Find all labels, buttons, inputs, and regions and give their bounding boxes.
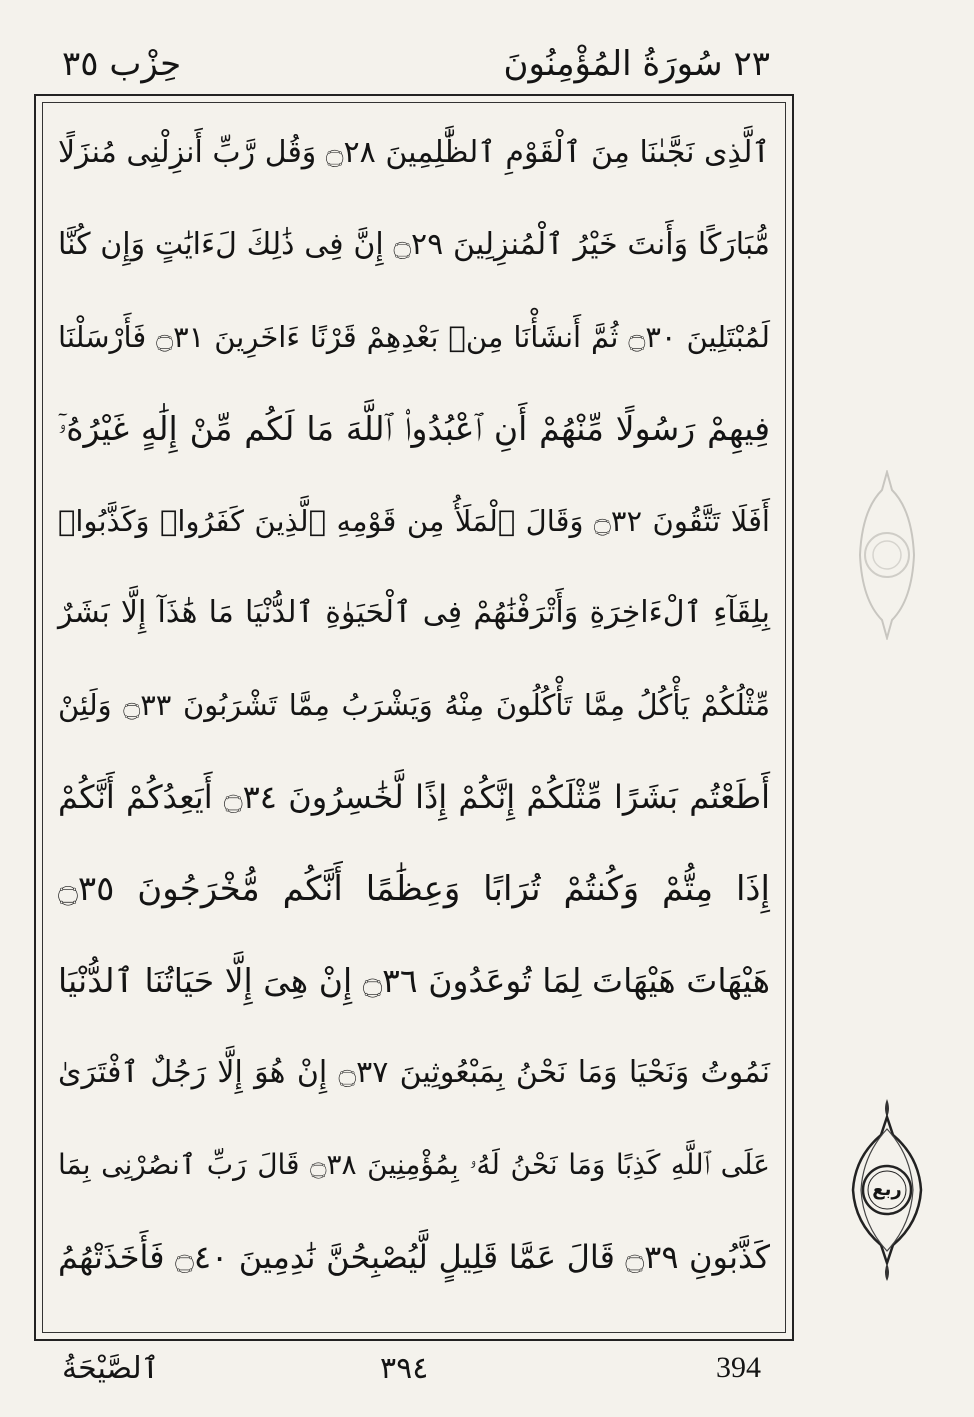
text-line-3: لَمُبْتَلِينَ ۝٣٠ ثُمَّ أَنشَأْنَا مِنۢ بَعْدِهِمْ قَرْنًا ءَاخَرِينَ ۝٣١ فَأَرْسَلْنَا xyxy=(58,320,770,354)
text-line-13: كَذَّبُونِ ۝٣٩ قَالَ عَمَّا قَلِيلٍ لَّيُصْبِحُنَّ نَٰدِمِينَ ۝٤٠ فَأَخَذَتْهُمُ xyxy=(58,1238,771,1276)
rub-marker xyxy=(822,1095,952,1285)
page-number-arabic: ٣٩٤ xyxy=(380,1351,429,1386)
page-footer xyxy=(0,1345,974,1405)
text-line-11: نَمُوتُ وَنَحْيَا وَمَا نَحْنُ بِمَبْعُوثِينَ ۝٣٧ إِنْ هُوَ إِلَّا رَجُلٌ ٱفْتَرَىٰ xyxy=(58,1055,770,1090)
text-line-4: فِيهِمْ رَسُولًا مِّنْهُمْ أَنِ ٱعْبُدُوا۟ ٱللَّهَ مَا لَكُم مِّنْ إِلَٰهٍ غَيْرُهُۥٓ xyxy=(58,409,770,448)
text-line-12: عَلَى ٱللَّهِ كَذِبًا وَمَا نَحْنُ لَهُۥ بِمُؤْمِنِينَ ۝٣٨ قَالَ رَبِّ ٱنصُرْنِى بِمَا xyxy=(58,1148,770,1181)
text-line-10: هَيْهَاتَ هَيْهَاتَ لِمَا تُوعَدُونَ ۝٣٦ إِنْ هِىَ إِلَّا حَيَاتُنَا ٱلدُّنْيَا xyxy=(58,961,770,1000)
page-header xyxy=(40,40,780,96)
page-number: 394 xyxy=(716,1351,761,1384)
text-line-7: مِّثْلُكُمْ يَأْكُلُ مِمَّا تَأْكُلُونَ مِنْهُ وَيَشْرَبُ مِمَّا تَشْرَبُونَ ۝٣٣ وَلَئِنْ xyxy=(58,688,770,722)
rub-label: ربع xyxy=(872,1179,902,1200)
text-line-8: أَطَعْتُم بَشَرًا مِّثْلَكُمْ إِنَّكُمْ إِذًا لَّخَٰسِرُونَ ۝٣٤ أَيَعِدُكُمْ أَنَّكُمْ xyxy=(58,778,771,816)
text-line-6: بِلِقَآءِ ٱلْءَاخِرَةِ وَأَتْرَفْنَٰهُمْ فِى ٱلْحَيَوٰةِ ٱلدُّنْيَا مَا هَٰذَآ إِلَّا بَشَرٌ xyxy=(58,595,770,630)
verse-text-block xyxy=(58,118,770,1318)
text-line-5: أَفَلَا تَتَّقُونَ ۝٣٢ وَقَالَ ٱلْمَلَأُ مِن قَوْمِهِ ٱلَّذِينَ كَفَرُوا۟ وَكَذَّبُوا۟ xyxy=(58,504,770,538)
text-line-9: إِذَا مِتُّمْ وَكُنتُمْ تُرَابًا وَعِظَٰمًا أَنَّكُم مُّخْرَجُونَ ۝٣٥ xyxy=(58,869,770,909)
surah-title: ٢٣ سُورَةُ المُؤْمِنُونَ xyxy=(503,44,770,84)
faint-ornament-icon xyxy=(822,470,952,640)
text-line-2: مُّبَارَكًا وَأَنتَ خَيْرُ ٱلْمُنزِلِينَ ۝٢٩ إِنَّ فِى ذَٰلِكَ لَءَايَٰتٍ وَإِن كُنَّا xyxy=(58,227,770,262)
hizb-label: حِزْب ٣٥ xyxy=(62,44,182,84)
text-line-1: ٱلَّذِى نَجَّىٰنَا مِنَ ٱلْقَوْمِ ٱلظَّٰلِمِينَ ۝٢٨ وَقُل رَّبِّ أَنزِلْنِى مُنزَلًا xyxy=(58,135,770,170)
catchword: ٱلصَّيْحَةُ xyxy=(62,1351,160,1386)
